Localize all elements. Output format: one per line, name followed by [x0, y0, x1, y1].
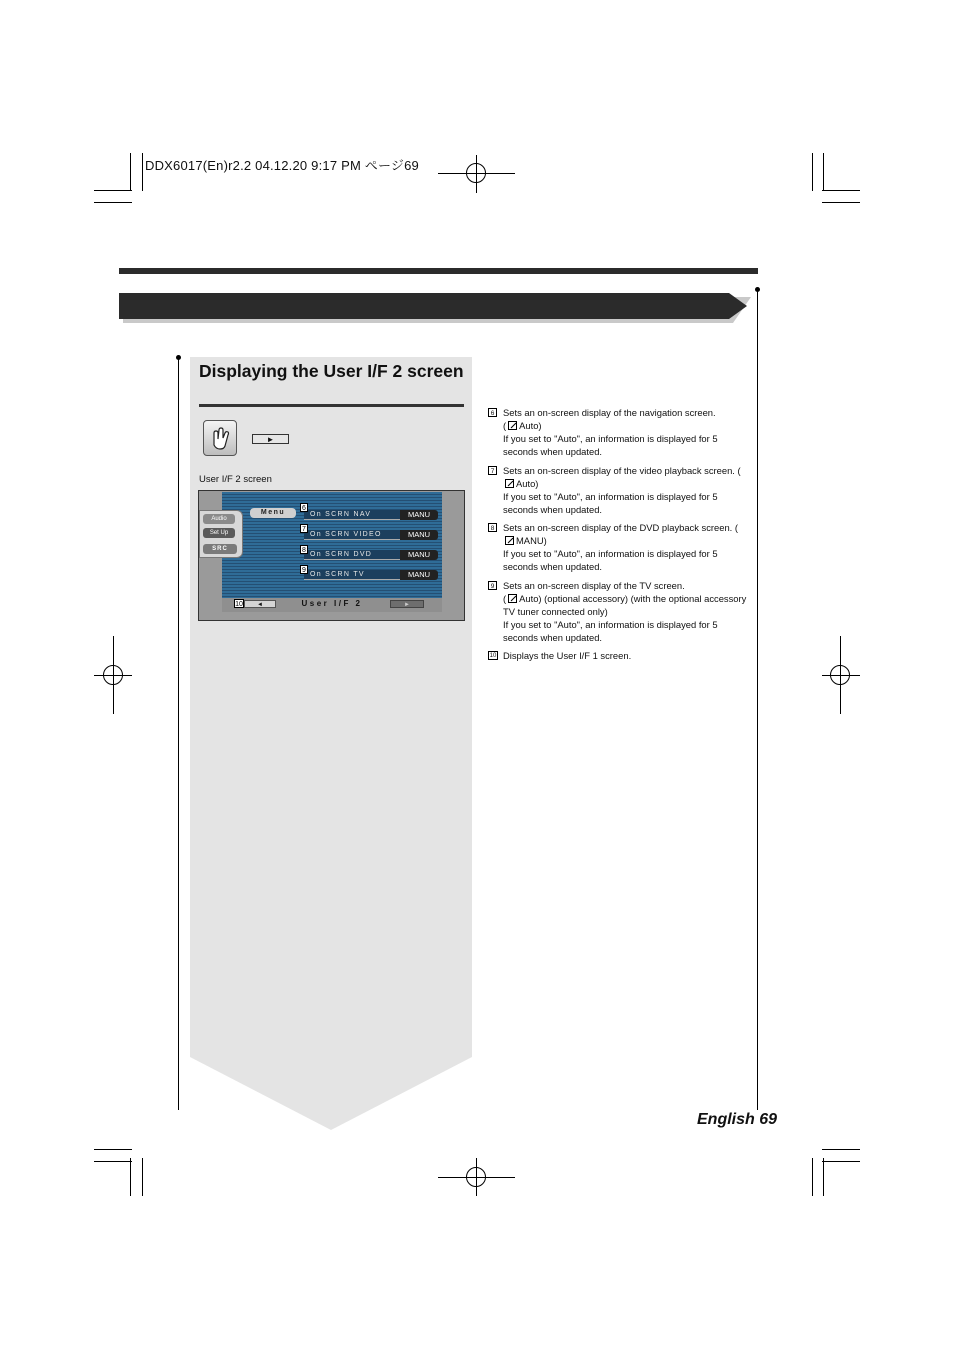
crop-mark	[822, 1149, 860, 1150]
setup-button[interactable]: Set Up	[203, 528, 235, 538]
default-value: (MANU)	[503, 522, 738, 546]
src-button[interactable]: SRC	[203, 544, 237, 554]
pencil-icon	[505, 479, 514, 488]
crop-mark	[130, 153, 131, 191]
option-row[interactable]	[304, 550, 439, 560]
crop-mark	[823, 153, 824, 191]
description-text: Sets an on-screen display of the DVD playback screen.	[503, 522, 733, 533]
section-title: Displaying the User I/F 2 screen	[199, 361, 464, 381]
option-value[interactable]: MANU	[400, 510, 438, 520]
crop-mark	[130, 1158, 131, 1196]
callout-number: 6	[300, 503, 308, 512]
option-value[interactable]: MANU	[400, 530, 438, 540]
screen-title: User I/F 2	[301, 599, 363, 608]
crop-mark	[822, 190, 860, 191]
option-label: On SCRN VIDEO	[304, 530, 400, 540]
section-banner	[119, 293, 751, 325]
description-item	[488, 649, 748, 662]
margin-line	[178, 358, 179, 1110]
default-value: ( Auto)	[503, 420, 542, 431]
description-item	[488, 464, 748, 516]
registration-mark	[822, 675, 860, 676]
option-row[interactable]	[304, 570, 439, 580]
crop-mark	[812, 153, 813, 191]
crop-mark	[822, 202, 860, 203]
description-note: If you set to "Auto", an information is displayed for 5 seconds when updated.	[503, 491, 718, 515]
section-panel	[190, 357, 472, 1130]
top-rule	[119, 268, 758, 274]
description-item	[488, 579, 748, 644]
print-info: DDX6017(En)r2.2 04.12.20 9:17 PM ページ69	[145, 158, 419, 173]
margin-line	[757, 290, 758, 1110]
description-note: If you set to "Auto", an information is displayed for 5 seconds when updated.	[503, 548, 718, 572]
callout-number: 8	[300, 545, 308, 554]
crop-mark	[812, 1158, 813, 1196]
audio-button[interactable]: Audio	[203, 514, 235, 524]
option-value[interactable]: MANU	[400, 570, 438, 580]
screen-caption: User I/F 2 screen	[199, 474, 272, 485]
crop-mark	[823, 1158, 824, 1196]
callout-number: 8	[488, 523, 497, 532]
option-label: On SCRN DVD	[304, 550, 400, 560]
crop-mark	[94, 1161, 132, 1162]
pencil-icon	[508, 594, 517, 603]
callout-number: 9	[488, 581, 497, 590]
callout-number: 7	[300, 524, 308, 533]
option-value[interactable]: MANU	[400, 550, 438, 560]
option-row[interactable]	[304, 530, 439, 540]
option-label: On SCRN NAV	[304, 510, 400, 520]
default-value: (Auto)	[503, 465, 741, 489]
option-row[interactable]	[304, 510, 439, 520]
callout-number: 9	[300, 565, 308, 574]
title-rule	[199, 404, 464, 407]
pencil-icon	[508, 421, 517, 430]
description-item	[488, 521, 748, 573]
touch-hand-icon	[203, 420, 237, 456]
description-item	[488, 406, 748, 458]
description-text: Sets an on-screen display of the navigation screen.	[503, 407, 716, 418]
crop-mark	[142, 1158, 143, 1196]
page-footer: English 69	[697, 1111, 778, 1128]
registration-mark	[840, 636, 841, 714]
description-text: Sets an on-screen display of the video playback screen.	[503, 465, 735, 476]
pencil-icon	[505, 536, 514, 545]
description-note: If you set to "Auto", an information is displayed for 5 seconds when updated.	[503, 433, 718, 457]
callout-number: 10	[489, 653, 497, 659]
default-value: ( Auto) (optional accessory) (with the optional accessory TV tuner connected only)	[503, 593, 747, 617]
description-text: Sets an on-screen display of the TV screen.	[503, 580, 685, 591]
crop-mark	[94, 202, 132, 203]
registration-mark	[476, 155, 477, 193]
next-screen-button[interactable]: ►	[390, 600, 424, 608]
prev-screen-button[interactable]: ◄	[244, 600, 276, 608]
callout-number: 6	[488, 408, 497, 417]
callout-number: 7	[488, 466, 497, 475]
option-label: On SCRN TV	[304, 570, 400, 580]
crop-mark	[822, 1161, 860, 1162]
registration-mark	[113, 636, 114, 714]
crop-mark	[94, 1149, 132, 1150]
menu-button[interactable]: Menu	[250, 508, 296, 518]
description-text: Displays the User I/F 1 screen.	[503, 650, 632, 661]
play-key-button[interactable]: ►	[252, 434, 289, 444]
crop-mark	[142, 153, 143, 191]
registration-mark	[476, 1158, 477, 1196]
description-note: If you set to "Auto", an information is displayed for 5 seconds when updated.	[503, 619, 718, 643]
callout-number: 10	[235, 601, 243, 608]
crop-mark	[94, 190, 132, 191]
